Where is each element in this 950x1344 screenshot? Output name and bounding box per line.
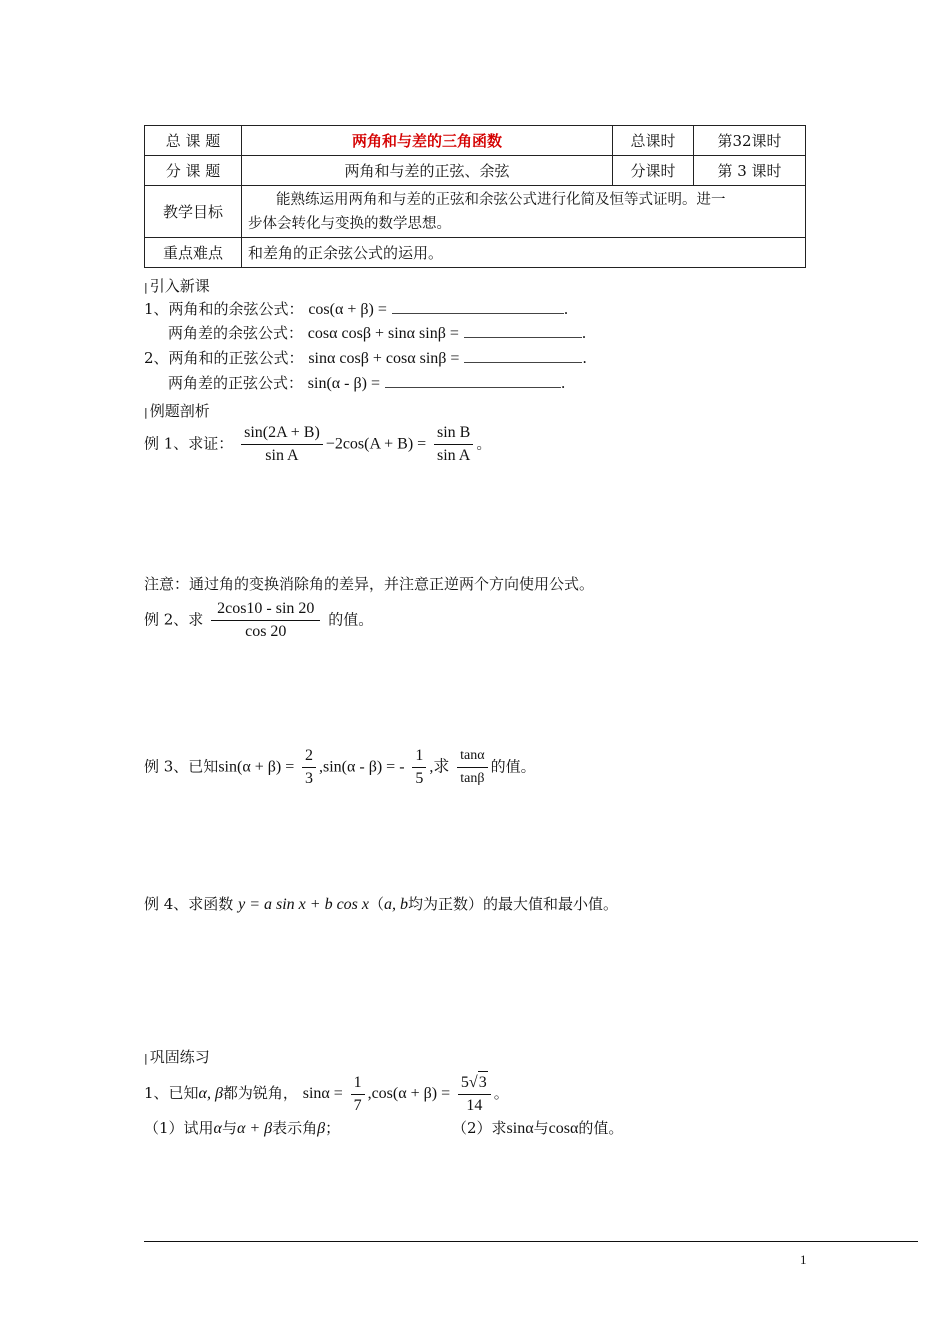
fraction: $\frac{1}{5}$ bbox=[412, 745, 426, 790]
total-topic-title: 两角和与差的三角函数 bbox=[242, 126, 613, 156]
fraction: $\frac{2}{3}$ bbox=[302, 745, 316, 790]
objective-line-2: 步体会转化与变换的数学思想。 bbox=[248, 215, 451, 232]
total-hours-value: 第32课时 bbox=[694, 126, 806, 156]
example-1: 例 1、求证： $\frac{\sin(2A + B)}{\text{sin A}}$ −2cos(A + B) = $\frac{\text{sin B}}{\text{sin A}}$ 。 bbox=[144, 422, 491, 467]
answer-blank[interactable] bbox=[392, 299, 564, 314]
fraction: $\frac{\text{sin B}}{\text{sin A}}$ bbox=[434, 422, 473, 467]
answer-blank[interactable] bbox=[464, 348, 582, 363]
bullet-marker: | bbox=[144, 281, 148, 294]
bullet-marker: | bbox=[144, 406, 148, 419]
section-intro-heading: | 引入新课 bbox=[144, 277, 210, 295]
formula-line-3: 2、两角和的正弦公式： sinα cosβ + cosα sinβ = . bbox=[144, 349, 587, 367]
fraction: $\frac{\tan\alpha}{\tan\beta}$ bbox=[457, 745, 487, 790]
formula-line-4: 两角差的正弦公式： sin(α - β) = . bbox=[168, 374, 566, 392]
practice-subquestion-2: （2）求sinα与cosα的值。 bbox=[452, 1119, 624, 1137]
total-topic-label: 总 课 题 bbox=[145, 126, 242, 156]
sub-hours-value: 第 3 课时 bbox=[694, 156, 806, 186]
objective-label: 教学目标 bbox=[145, 186, 242, 238]
formula-line-1: 1、两角和的余弦公式： cos(α + β) = . bbox=[144, 300, 569, 318]
lesson-header-table bbox=[144, 125, 806, 268]
total-hours-label: 总课时 bbox=[613, 126, 694, 156]
note-text: 注意：通过角的变换消除角的差异，并注意正逆两个方向使用公式。 bbox=[144, 575, 595, 593]
fraction: $\frac{5√3}{14}$ bbox=[458, 1071, 491, 1117]
section-practice-heading: | 巩固练习 bbox=[144, 1048, 210, 1066]
example-3: 例 3、已知sin(α + β) = $\frac{2}{3}$ ,sin(α - β) = - $\frac{1}{5}$ ,求 $\frac{\tan\alpha}{\tan\beta}$ 的值。 bbox=[144, 745, 536, 790]
practice-question-1: 1、已知α, β都为锐角， sinα = $\frac{1}{7}$ ,cos(α + β) = $\frac{5√3}{14}$ 。 bbox=[144, 1071, 509, 1117]
footer-rule bbox=[144, 1241, 918, 1242]
practice-subquestion-1: （1）试用α与α + β表示角β； bbox=[144, 1119, 341, 1137]
sub-topic-label: 分 课 题 bbox=[145, 156, 242, 186]
sub-hours-label: 分课时 bbox=[613, 156, 694, 186]
example-2: 例 2、求 $\frac{2\cos 10 - \sin 20}{\cos 20}$ 的值。 bbox=[144, 598, 373, 643]
objective-line-1: 能熟练运用两角和与差的正弦和余弦公式进行化简及恒等式证明。进一 bbox=[276, 191, 726, 208]
fraction: $\frac{2\cos 10 - \sin 20}{\cos 20}$ bbox=[211, 598, 320, 643]
sub-topic-title: 两角和与差的正弦、余弦 bbox=[242, 156, 613, 186]
example-4: 例 4、求函数 y = a sin x + b cos x（a, b均为正数）的最大值和最小值。 bbox=[144, 895, 619, 913]
answer-blank[interactable] bbox=[385, 373, 561, 388]
formula-line-2: 两角差的余弦公式： cosα cosβ + sinα sinβ = . bbox=[168, 324, 587, 342]
key-points-label: 重点难点 bbox=[145, 238, 242, 268]
fraction: $\frac{1}{7}$ bbox=[351, 1072, 365, 1117]
key-points-text: 和差角的正余弦公式的运用。 bbox=[242, 238, 806, 268]
section-examples-heading: | 例题剖析 bbox=[144, 402, 210, 420]
answer-blank[interactable] bbox=[464, 323, 582, 338]
bullet-marker: | bbox=[144, 1052, 148, 1065]
page-number: 1 bbox=[800, 1252, 807, 1267]
fraction: $\frac{\sin(2A + B)}{\text{sin A}}$ bbox=[241, 422, 323, 467]
objective-text bbox=[242, 186, 806, 238]
